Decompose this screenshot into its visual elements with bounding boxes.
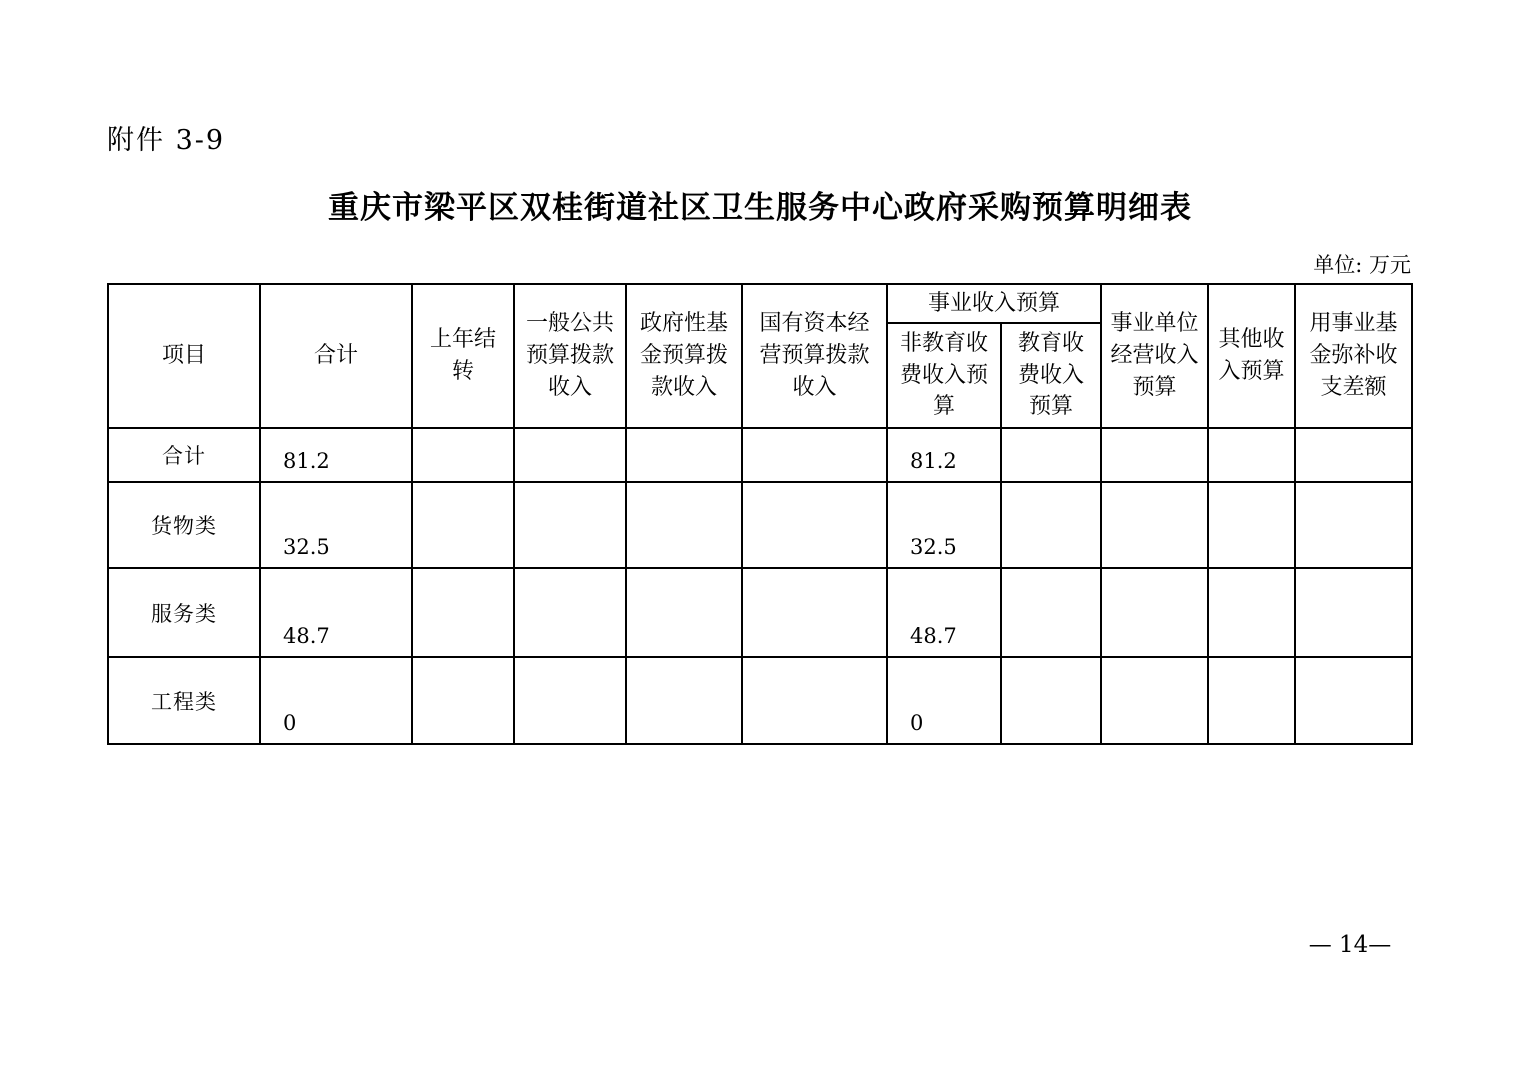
gov-fund-budget-cell bbox=[626, 428, 742, 482]
header-row-top bbox=[108, 284, 1412, 323]
page-number: — 14— bbox=[1308, 932, 1392, 958]
total-value-cell: 0 bbox=[260, 657, 412, 744]
column-header-business-income-group: 事业收入预算 bbox=[887, 284, 1101, 323]
column-header-fund-deficit-makeup: 用事业基金弥补收支差额 bbox=[1295, 284, 1412, 428]
column-header-general-public-budget: 一般公共预算拨款收入 bbox=[514, 284, 626, 428]
general-public-budget-cell bbox=[514, 657, 626, 744]
column-header-total: 合计 bbox=[260, 284, 412, 428]
carryover-cell bbox=[412, 482, 514, 568]
fund-deficit-makeup-cell bbox=[1295, 657, 1412, 744]
total-value-cell: 81.2 bbox=[260, 428, 412, 482]
state-capital-budget-cell bbox=[742, 428, 887, 482]
column-header-non-education-fee: 非教育收费收入预算 bbox=[887, 323, 1001, 428]
column-header-gov-fund-budget: 政府性基金预算拨款收入 bbox=[626, 284, 742, 428]
non-education-fee-cell: 32.5 bbox=[887, 482, 1001, 568]
business-operating-cell bbox=[1101, 428, 1208, 482]
fund-deficit-makeup-cell bbox=[1295, 482, 1412, 568]
unit-note: 单位: 万元 bbox=[1313, 253, 1411, 277]
carryover-cell bbox=[412, 568, 514, 657]
gov-fund-budget-cell bbox=[626, 568, 742, 657]
carryover-cell bbox=[412, 657, 514, 744]
row-label: 货物类 bbox=[108, 482, 260, 568]
general-public-budget-cell bbox=[514, 568, 626, 657]
procurement-budget-table bbox=[107, 283, 1413, 745]
fund-deficit-makeup-cell bbox=[1295, 428, 1412, 482]
business-operating-cell bbox=[1101, 568, 1208, 657]
page-title: 重庆市梁平区双桂街道社区卫生服务中心政府采购预算明细表 bbox=[328, 190, 1192, 226]
state-capital-budget-cell bbox=[742, 482, 887, 568]
education-fee-cell bbox=[1001, 568, 1101, 657]
other-income-cell bbox=[1208, 657, 1295, 744]
other-income-cell bbox=[1208, 428, 1295, 482]
column-header-item: 项目 bbox=[108, 284, 260, 428]
state-capital-budget-cell bbox=[742, 657, 887, 744]
table-row-total bbox=[108, 428, 1412, 482]
column-header-carryover: 上年结转 bbox=[412, 284, 514, 428]
column-header-business-operating: 事业单位经营收入预算 bbox=[1101, 284, 1208, 428]
business-operating-cell bbox=[1101, 482, 1208, 568]
column-header-state-capital-budget: 国有资本经营预算拨款收入 bbox=[742, 284, 887, 428]
gov-fund-budget-cell bbox=[626, 482, 742, 568]
state-capital-budget-cell bbox=[742, 568, 887, 657]
row-label: 合计 bbox=[108, 428, 260, 482]
fund-deficit-makeup-cell bbox=[1295, 568, 1412, 657]
education-fee-cell bbox=[1001, 428, 1101, 482]
education-fee-cell bbox=[1001, 482, 1101, 568]
non-education-fee-cell: 48.7 bbox=[887, 568, 1001, 657]
carryover-cell bbox=[412, 428, 514, 482]
general-public-budget-cell bbox=[514, 428, 626, 482]
table-row-projects bbox=[108, 657, 1412, 744]
other-income-cell bbox=[1208, 482, 1295, 568]
total-value-cell: 48.7 bbox=[260, 568, 412, 657]
other-income-cell bbox=[1208, 568, 1295, 657]
table-row-services bbox=[108, 568, 1412, 657]
total-value-cell: 32.5 bbox=[260, 482, 412, 568]
education-fee-cell bbox=[1001, 657, 1101, 744]
non-education-fee-cell: 0 bbox=[887, 657, 1001, 744]
column-header-education-fee: 教育收费收入预算 bbox=[1001, 323, 1101, 428]
row-label: 工程类 bbox=[108, 657, 260, 744]
business-operating-cell bbox=[1101, 657, 1208, 744]
non-education-fee-cell: 81.2 bbox=[887, 428, 1001, 482]
row-label: 服务类 bbox=[108, 568, 260, 657]
gov-fund-budget-cell bbox=[626, 657, 742, 744]
general-public-budget-cell bbox=[514, 482, 626, 568]
column-header-other-income: 其他收入预算 bbox=[1208, 284, 1295, 428]
table-row-goods bbox=[108, 482, 1412, 568]
attachment-label: 附件 3-9 bbox=[107, 125, 226, 156]
